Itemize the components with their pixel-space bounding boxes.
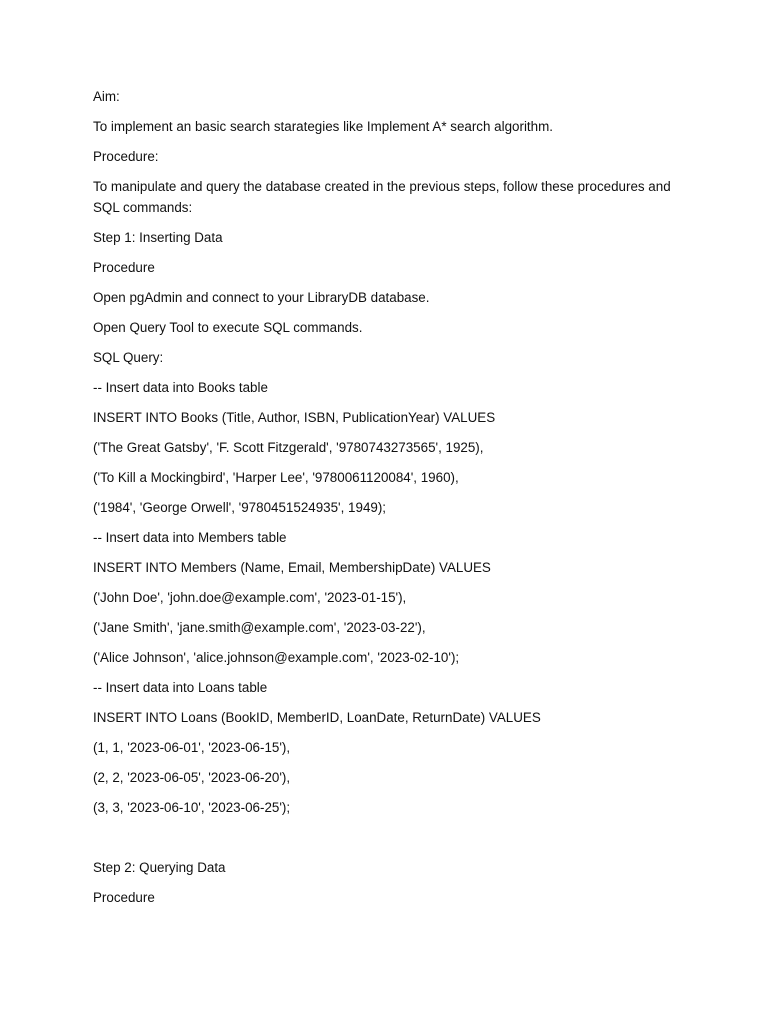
- step1-procedure-label: Procedure: [93, 260, 155, 275]
- sql-insert-members: INSERT INTO Members (Name, Email, MembershipDate) VALUES: [93, 560, 491, 575]
- sql-comment-members: -- Insert data into Members table: [93, 530, 287, 545]
- procedure-heading: Procedure:: [93, 149, 159, 164]
- sql-comment-loans: -- Insert data into Loans table: [93, 680, 268, 695]
- sql-members-row-2: ('Jane Smith', 'jane.smith@example.com', '2023-03-22'),: [93, 620, 426, 635]
- sql-query-label: SQL Query:: [93, 350, 164, 365]
- sql-members-row-1: ('John Doe', 'john.doe@example.com', '2023-01-15'),: [93, 590, 407, 605]
- sql-comment-books: -- Insert data into Books table: [93, 380, 268, 395]
- step1-instruction-1: Open pgAdmin and connect to your LibraryDB database.: [93, 290, 430, 305]
- sql-insert-books: INSERT INTO Books (Title, Author, ISBN, PublicationYear) VALUES: [93, 410, 496, 425]
- procedure-intro: To manipulate and query the database created in the previous steps, follow these procedures and SQL commands:: [93, 179, 671, 215]
- document-page: [93, 86, 683, 917]
- sql-books-row-2: ('To Kill a Mockingbird', 'Harper Lee', '9780061120084', 1960),: [93, 470, 459, 485]
- sql-members-row-3: ('Alice Johnson', 'alice.johnson@example.com', '2023-02-10');: [93, 650, 460, 665]
- blank-line: [93, 827, 683, 857]
- sql-books-row-3: ('1984', 'George Orwell', '9780451524935', 1949);: [93, 500, 387, 515]
- sql-books-row-1: ('The Great Gatsby', 'F. Scott Fitzgerald', '9780743273565', 1925),: [93, 440, 484, 455]
- sql-loans-row-3: (3, 3, '2023-06-10', '2023-06-25');: [93, 800, 291, 815]
- step2-procedure-label: Procedure: [93, 890, 155, 905]
- step1-instruction-2: Open Query Tool to execute SQL commands.: [93, 320, 363, 335]
- step2-heading: Step 2: Querying Data: [93, 860, 226, 875]
- sql-insert-loans: INSERT INTO Loans (BookID, MemberID, LoanDate, ReturnDate) VALUES: [93, 710, 541, 725]
- step1-heading: Step 1: Inserting Data: [93, 230, 223, 245]
- sql-loans-row-1: (1, 1, '2023-06-01', '2023-06-15'),: [93, 740, 291, 755]
- sql-loans-row-2: (2, 2, '2023-06-05', '2023-06-20'),: [93, 770, 291, 785]
- aim-heading: Aim:: [93, 89, 120, 104]
- aim-text: To implement an basic search starategies like Implement A* search algorithm.: [93, 119, 553, 134]
